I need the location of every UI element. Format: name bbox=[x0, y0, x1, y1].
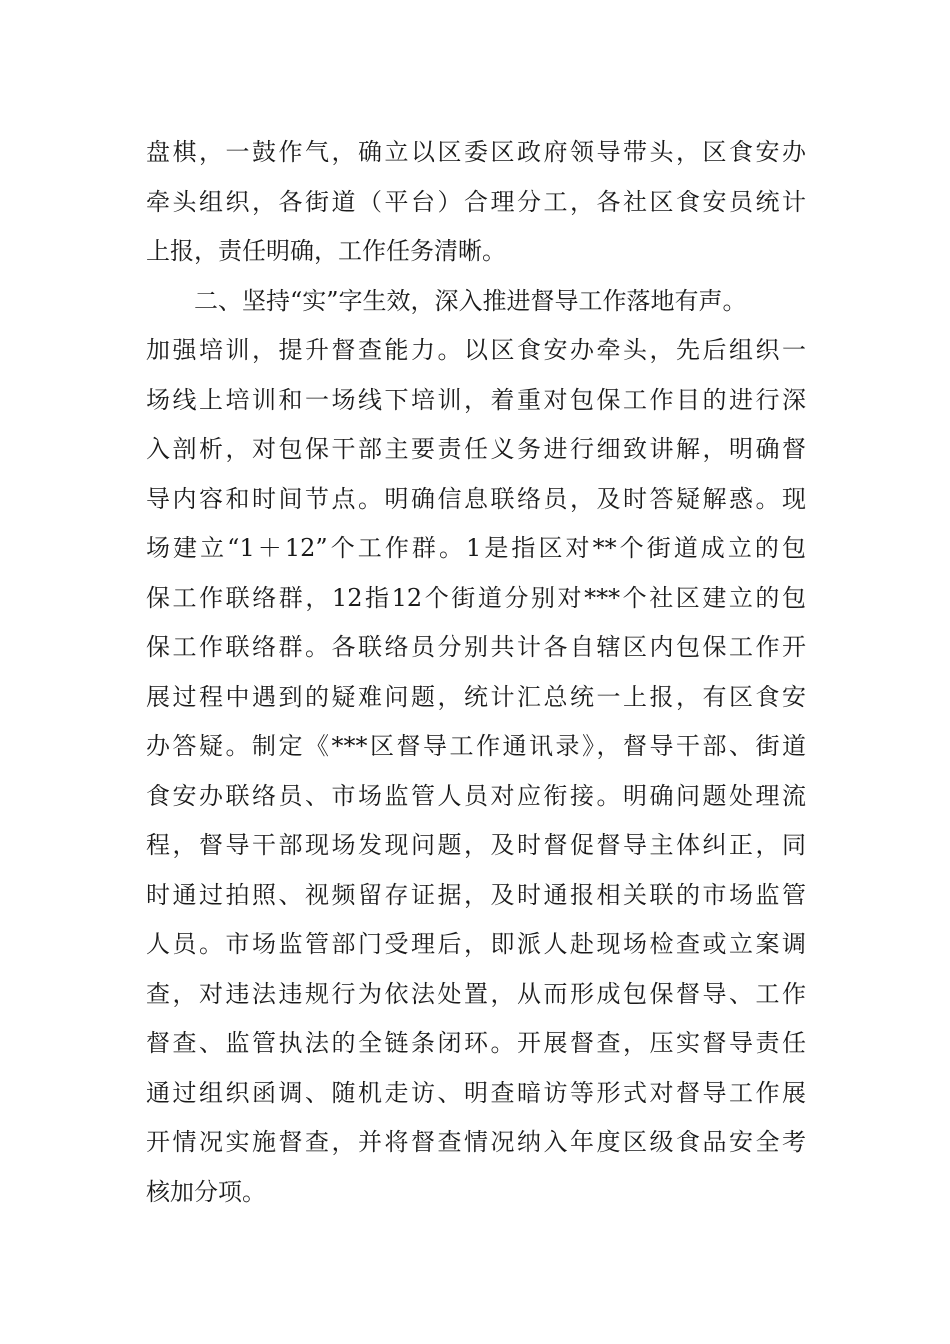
text-line-10: 保工作联络群，12指12个街道分别对***个社区建立的包 bbox=[146, 583, 806, 612]
text-line-5: 加强培训，提升督查能力。以区食安办牵头，先后组织一 bbox=[146, 336, 806, 364]
text-line-2: 牵头组织，各街道（平台）合理分工，各社区食安员统计 bbox=[146, 187, 806, 216]
text-line-16: 时通过拍照、视频留存证据，及时通报相关联的市场监管 bbox=[146, 880, 806, 909]
text-line-7: 入剖析，对包保干部主要责任义务进行细致讲解，明确督 bbox=[146, 435, 806, 463]
text-line-3: 上报，责任明确，工作任务清晰。 bbox=[146, 237, 506, 265]
text-line-11: 保工作联络群。各联络员分别共计各自辖区内包保工作开 bbox=[146, 633, 806, 661]
text-line-20: 通过组织函调、随机走访、明查暗访等形式对督导工作展 bbox=[146, 1078, 806, 1107]
text-line-19: 督查、监管执法的全链条闭环。开展督查，压实督导责任 bbox=[146, 1029, 806, 1057]
text-line-14: 食安办联络员、市场监管人员对应衔接。明确问题处理流 bbox=[146, 781, 806, 810]
text-line-12: 展过程中遇到的疑难问题，统计汇总统一上报，有区食安 bbox=[146, 682, 806, 711]
text-line-21: 开情况实施督查，并将督查情况纳入年度区级食品安全考 bbox=[146, 1128, 806, 1156]
text-line-17: 人员。市场监管部门受理后，即派人赴现场检查或立案调 bbox=[146, 930, 806, 958]
text-line-1: 盘棋，一鼓作气，确立以区委区政府领导带头，区食安办 bbox=[146, 138, 806, 166]
text-line-18: 查，对违法违规行为依法处置，从而形成包保督导、工作 bbox=[146, 979, 806, 1008]
text-line-8: 导内容和时间节点。明确信息联络员，及时答疑解惑。现 bbox=[146, 484, 806, 513]
text-line-15: 程，督导干部现场发现问题，及时督促督导主体纠正，同 bbox=[146, 831, 806, 859]
text-line-22: 核加分项。 bbox=[146, 1177, 266, 1206]
text-line-6: 场线上培训和一场线下培训，着重对包保工作目的进行深 bbox=[146, 385, 806, 414]
text-line-13: 办答疑。制定《***区督导工作通讯录》，督导干部、街道 bbox=[146, 732, 806, 760]
text-line-9: 场建立“1＋12”个工作群。1是指区对**个街道成立的包 bbox=[146, 534, 806, 562]
document-body bbox=[146, 128, 806, 1217]
section-heading: 二、坚持“实”字生效，深入推进督导工作落地有声。 bbox=[194, 286, 747, 315]
